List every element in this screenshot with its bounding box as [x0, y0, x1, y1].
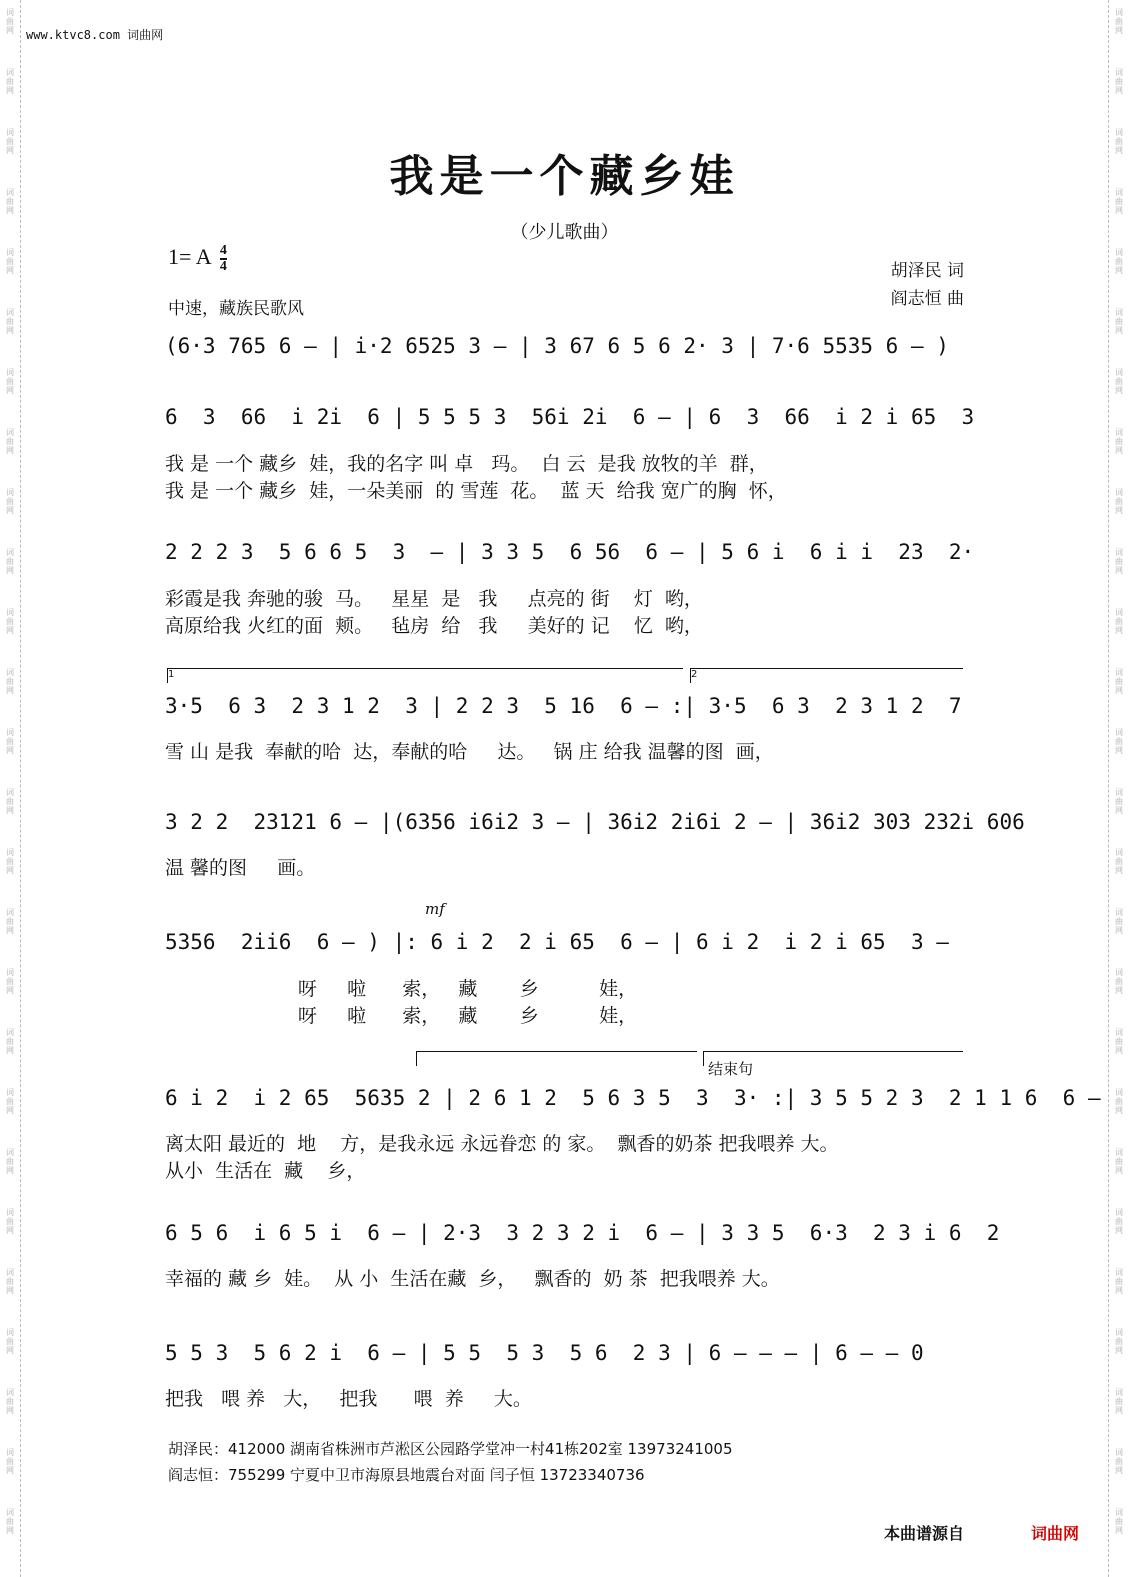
margin-watermark: 词 曲 网	[6, 68, 14, 95]
margin-watermark: 词 曲 网	[6, 248, 14, 275]
margin-watermark: 词 曲 网	[1115, 8, 1123, 35]
margin-watermark: 词 曲 网	[1115, 428, 1123, 455]
lyric-line-9: 把我 喂 养 大， 把我 喂 养 大。	[165, 1388, 532, 1410]
notation-line-5: 3 2 2 23121 6 — |(6356 i6i2 3 — | 36i2 2i6i 2 — | 36i2 303 232i 606	[165, 810, 1025, 834]
lyricist-credit: 胡泽民 词	[890, 261, 964, 281]
margin-watermark: 词 曲 网	[6, 848, 14, 875]
time-denominator: 4	[219, 259, 227, 274]
lyric-line-6-verse-1: 呀 啦 索， 藏 乡 娃，	[165, 978, 638, 1000]
margin-watermark: 词 曲 网	[1115, 1448, 1123, 1475]
volta-1-number: 1	[168, 669, 175, 680]
margin-watermark: 词 曲 网	[1115, 908, 1123, 935]
notation-line-8: 6 5 6 i 6 5 i 6 — | 2·3 3 2 3 2 i 6 — | 3 3 5 6·3 2 3 i 6 2	[165, 1221, 1000, 1245]
margin-watermark: 词 曲 网	[6, 1448, 14, 1475]
volta-2-number: 2	[691, 669, 698, 680]
lyric-line-7-verse-1: 离太阳 最近的 地 方，是我永远 永远眷恋 的 家。 飘香的奶茶 把我喂养 大。	[165, 1133, 839, 1155]
margin-watermark: 词 曲 网	[1115, 368, 1123, 395]
lyric-line-2-verse-2: 我 是 一个 藏乡 娃，一朵美丽 的 雪莲 花。 蓝 天 给我 宽广的胸 怀，	[165, 480, 787, 502]
footer-source: 本曲谱源自	[884, 1524, 965, 1543]
margin-watermark: 词 曲 网	[1115, 728, 1123, 755]
margin-watermark: 词 曲 网	[1115, 1028, 1123, 1055]
margin-watermark: 词 曲 网	[6, 728, 14, 755]
notation-line-6: 5356 2ii6 6 — ) |: 6 i 2 2 i 65 6 — | 6 i 2 i 2 i 65 3 —	[165, 930, 949, 954]
notation-line-1: (6·3 765 6 — | i·2 6525 3 — | 3 67 6 5 6 2· 3 | 7·6 5535 6 — )	[165, 334, 949, 358]
margin-watermark: 词 曲 网	[6, 968, 14, 995]
ending-label: 结束句	[708, 1060, 754, 1078]
lyric-line-6-verse-2: 呀 啦 索， 藏 乡 娃，	[165, 1005, 638, 1027]
contact-composer: 阎志恒：755299 宁夏中卫市海原县地震台对面 闫子恒 13723340736	[168, 1466, 645, 1484]
margin-watermark: 词 曲 网	[1115, 488, 1123, 515]
notation-line-3: 2 2 2 3 5 6 6 5 3 — | 3 3 5 6 56 6 — | 5 6 i 6 i i 23 2·	[165, 540, 975, 564]
margin-watermark: 词 曲 网	[6, 428, 14, 455]
lyric-line-3-verse-2: 高原给我 火红的面 颊。 毡房 给 我 美好的 记 忆 哟，	[165, 615, 703, 637]
margin-watermark: 词 曲 网	[6, 1268, 14, 1295]
lyric-line-3-verse-1: 彩霞是我 奔驰的骏 马。 星星 是 我 点亮的 街 灯 哟，	[165, 588, 703, 610]
lyric-line-4: 雪 山 是我 奉献的哈 达，奉献的哈 达。 锅 庄 给我 温馨的图 画，	[165, 741, 774, 763]
margin-watermark: 词 曲 网	[6, 668, 14, 695]
lyric-line-5: 温 馨的图 画。	[165, 857, 316, 879]
composer-credit: 阎志恒 曲	[890, 289, 964, 309]
margin-watermark: 词 曲 网	[6, 548, 14, 575]
margin-watermark: 词 曲 网	[1115, 968, 1123, 995]
margin-watermark: 词 曲 网	[6, 1088, 14, 1115]
margin-watermark: 词 曲 网	[1115, 308, 1123, 335]
margin-watermark: 词 曲 网	[1115, 68, 1123, 95]
dynamic-marking: mf	[425, 900, 445, 918]
key-signature	[168, 244, 227, 274]
margin-watermark: 词 曲 网	[6, 488, 14, 515]
margin-watermark: 词 曲 网	[6, 8, 14, 35]
margin-watermark: 词 曲 网	[6, 1328, 14, 1355]
lyric-line-2-verse-1: 我 是 一个 藏乡 娃，我的名字 叫 卓 玛。 白 云 是我 放牧的羊 群，	[165, 453, 768, 475]
margin-watermark: 词 曲 网	[6, 128, 14, 155]
margin-watermark: 词 曲 网	[6, 308, 14, 335]
notation-line-2: 6 3 66 i 2i 6 | 5 5 5 3 56i 2i 6 — | 6 3 66 i 2 i 65 3	[165, 405, 975, 429]
lyric-line-8: 幸福的 藏 乡 娃。 从 小 生活在藏 乡， 飘香的 奶 茶 把我喂养 大。	[165, 1268, 780, 1290]
margin-watermark: 词 曲 网	[6, 608, 14, 635]
margin-watermark: 词 曲 网	[1115, 1328, 1123, 1355]
margin-watermark: 词 曲 网	[1115, 1088, 1123, 1115]
margin-watermark: 词 曲 网	[6, 368, 14, 395]
margin-watermark: 词 曲 网	[6, 1028, 14, 1055]
key-label: 1= A	[168, 244, 211, 270]
margin-watermark: 词 曲 网	[1115, 1268, 1123, 1295]
volta-bracket-2	[690, 668, 963, 683]
margin-watermark: 词 曲 网	[6, 1388, 14, 1415]
tempo-marking: 中速，藏族民歌风	[168, 299, 304, 319]
song-title: 我是一个藏乡娃	[389, 151, 740, 202]
margin-watermark: 词 曲 网	[1115, 1508, 1123, 1535]
margin-watermark: 词 曲 网	[1115, 668, 1123, 695]
notation-line-7: 6 i 2 i 2 65 5635 2 | 2 6 1 2 5 6 3 5 3 3· :| 3 5 5 2 3 2 1 1 6 6 —	[165, 1086, 1101, 1110]
margin-watermark: 词 曲 网	[1115, 248, 1123, 275]
margin-watermark: 词 曲 网	[6, 908, 14, 935]
footer-brand-link[interactable]: 词曲网	[1031, 1524, 1080, 1543]
time-signature	[220, 244, 227, 274]
song-subtitle: （少儿歌曲）	[510, 222, 619, 243]
margin-watermark: 词 曲 网	[6, 1508, 14, 1535]
margin-watermark: 词 曲 网	[1115, 608, 1123, 635]
notation-line-4: 3·5 6 3 2 3 1 2 3 | 2 2 3 5 16 6 — :| 3·5 6 3 2 3 1 2 7	[165, 694, 962, 718]
lyric-line-7-verse-2: 从小 生活在 藏 乡，	[165, 1160, 366, 1182]
margin-watermark: 词 曲 网	[6, 1208, 14, 1235]
margin-watermark: 词 曲 网	[6, 188, 14, 215]
margin-watermark: 词 曲 网	[1115, 848, 1123, 875]
volta-bracket-line7-1	[416, 1051, 697, 1066]
notation-line-9: 5 5 3 5 6 2 i 6 — | 5 5 5 3 5 6 2 3 | 6 — — — | 6 — — 0	[165, 1341, 924, 1365]
margin-watermark: 词 曲 网	[1115, 1388, 1123, 1415]
margin-watermark: 词 曲 网	[1115, 548, 1123, 575]
site-url[interactable]: www.ktvc8.com 词曲网	[26, 28, 164, 42]
margin-watermark: 词 曲 网	[6, 788, 14, 815]
contact-lyricist: 胡泽民：412000 湖南省株洲市芦淞区公园路学堂冲一村41栋202室 13973241005	[168, 1440, 733, 1458]
margin-watermark: 词 曲 网	[1115, 1148, 1123, 1175]
margin-watermark: 词 曲 网	[6, 1148, 14, 1175]
time-numerator: 4	[219, 243, 227, 258]
margin-watermark: 词 曲 网	[1115, 188, 1123, 215]
margin-watermark: 词 曲 网	[1115, 788, 1123, 815]
volta-bracket-1	[167, 668, 683, 683]
margin-watermark: 词 曲 网	[1115, 1208, 1123, 1235]
margin-watermark: 词 曲 网	[1115, 128, 1123, 155]
